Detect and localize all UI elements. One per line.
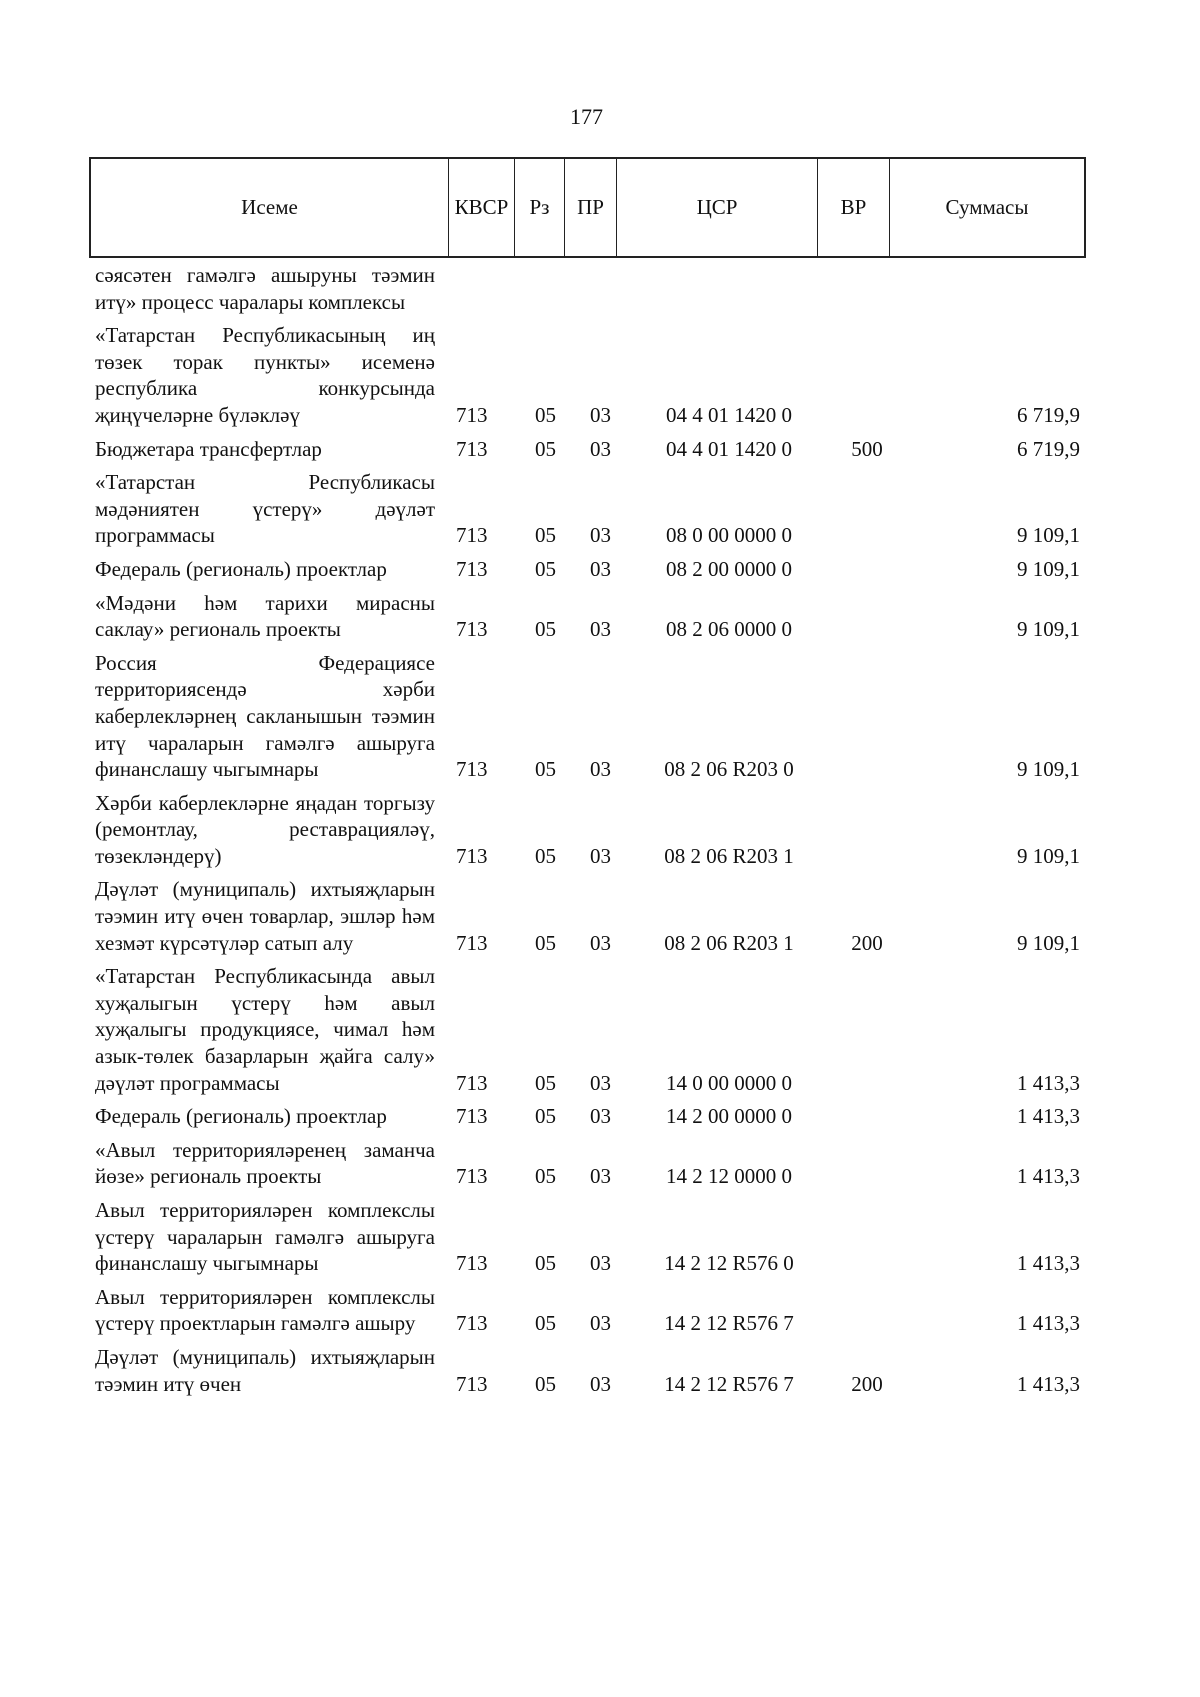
row-sum: 1 413,3 [1017,1311,1080,1336]
row-kvsr: 713 [456,1311,488,1336]
row-rz: 05 [535,1371,556,1396]
row-rz: 05 [535,757,556,782]
table-row [95,556,1080,583]
row-pr: 03 [590,1311,611,1336]
row-pr: 03 [590,930,611,955]
row-csr: 08 0 00 0000 0 [666,523,792,548]
row-rz: 05 [535,556,556,581]
row-name: сәясәтен гамәлгә ашыруны тәэмин итү» процесс чаралары комплексы [95,263,435,314]
header-name: Исеме [91,159,449,256]
header-vr: ВР [818,159,890,256]
row-pr: 03 [590,1164,611,1189]
row-pr: 03 [590,436,611,461]
table-row [95,590,1080,643]
row-name: Россия Федерациясе территориясендә хәрби каберлекләрнең сакланышын тәэмин итү чараларын гамәлгә ашыруга финанслашу чыгымнары [95,650,435,782]
table-row [95,262,1080,315]
row-name: «Авыл территорияләренең заманча йөзе» региональ проекты [95,1137,435,1189]
row-kvsr: 713 [456,617,488,642]
row-sum: 6 719,9 [1017,402,1080,427]
row-kvsr: 713 [456,436,488,461]
table-row [95,469,1080,549]
row-csr: 14 0 00 0000 0 [666,1070,792,1095]
table-row [95,436,1080,463]
row-name: Федераль (региональ) проектлар [95,556,387,581]
row-kvsr: 713 [456,1371,488,1396]
row-pr: 03 [590,1070,611,1095]
row-csr: 14 2 12 0000 0 [666,1164,792,1189]
row-name: Авыл территорияләрен комплекслы үстерү проектларын гамәлгә ашыру [95,1284,435,1336]
row-pr: 03 [590,843,611,868]
table-row [95,322,1080,428]
row-kvsr: 713 [456,757,488,782]
table-row [95,876,1080,956]
row-sum: 9 109,1 [1017,757,1080,782]
row-pr: 03 [590,1104,611,1129]
row-vr: 200 [851,1371,883,1396]
row-name: «Татарстан Республикасында авыл хуҗалыгын үстерү һәм авыл хуҗалыгы продукциясе, чимал һәм азык-төлек базарларын җайга салу» дәүләт программасы [95,964,435,1095]
row-name: «Татарстан Республикасы мәдәниятен үстерү» дәүләт программасы [95,470,435,548]
table-row [95,1137,1080,1190]
row-kvsr: 713 [456,1251,488,1276]
row-rz: 05 [535,402,556,427]
row-sum: 1 413,3 [1017,1251,1080,1276]
row-csr: 08 2 06 R203 0 [664,757,794,782]
row-kvsr: 713 [456,556,488,581]
row-csr: 08 2 06 R203 1 [664,843,794,868]
row-name: «Мәдәни һәм тарихи мирасны саклау» региональ проекты [95,590,435,642]
row-name: Бюджетара трансфертлар [95,436,322,461]
row-csr: 04 4 01 1420 0 [666,436,792,461]
row-rz: 05 [535,1164,556,1189]
row-kvsr: 713 [456,523,488,548]
row-name: Дәүләт (муниципаль) ихтыяҗларын тәэмин итү өчен [95,1344,435,1396]
row-name: Дәүләт (муниципаль) ихтыяҗларын тәэмин итү өчен товарлар, эшләр һәм хезмәт күрсәтүләр сатып алу [95,877,435,955]
row-sum: 1 413,3 [1017,1164,1080,1189]
row-sum: 9 109,1 [1017,617,1080,642]
row-rz: 05 [535,1251,556,1276]
row-csr: 14 2 00 0000 0 [666,1104,792,1129]
table-body [95,262,1080,1404]
row-sum: 1 413,3 [1017,1104,1080,1129]
row-rz: 05 [535,436,556,461]
header-kvsr: КВСР [449,159,515,256]
row-vr: 500 [851,436,883,461]
row-name: «Татарстан Республикасының иң төзек торак пункты» исеменә республика конкурсында җиңүчеләрне бүләкләү [95,323,435,427]
row-rz: 05 [535,843,556,868]
row-sum: 9 109,1 [1017,523,1080,548]
row-pr: 03 [590,556,611,581]
row-sum: 1 413,3 [1017,1070,1080,1095]
row-name: Федераль (региональ) проектлар [95,1104,387,1129]
row-rz: 05 [535,1104,556,1129]
table-row [95,1103,1080,1130]
row-kvsr: 713 [456,843,488,868]
row-sum: 9 109,1 [1017,556,1080,581]
header-csr: ЦСР [617,159,818,256]
table-row [95,963,1080,1096]
row-sum: 9 109,1 [1017,843,1080,868]
row-sum: 6 719,9 [1017,436,1080,461]
row-csr: 08 2 00 0000 0 [666,556,792,581]
row-sum: 9 109,1 [1017,930,1080,955]
row-rz: 05 [535,1311,556,1336]
row-sum: 1 413,3 [1017,1371,1080,1396]
row-pr: 03 [590,523,611,548]
header-pr: ПР [565,159,617,256]
row-kvsr: 713 [456,402,488,427]
row-csr: 08 2 06 R203 1 [664,930,794,955]
row-csr: 14 2 12 R576 0 [664,1251,794,1276]
row-kvsr: 713 [456,1070,488,1095]
row-pr: 03 [590,1371,611,1396]
row-rz: 05 [535,617,556,642]
row-kvsr: 713 [456,930,488,955]
row-csr: 14 2 12 R576 7 [664,1311,794,1336]
row-rz: 05 [535,930,556,955]
row-rz: 05 [535,1070,556,1095]
table-row [95,1284,1080,1337]
row-pr: 03 [590,1251,611,1276]
header-rz: Рз [515,159,565,256]
row-kvsr: 713 [456,1104,488,1129]
table-header [89,157,1086,258]
row-rz: 05 [535,523,556,548]
page-number: 177 [570,104,603,129]
row-csr: 04 4 01 1420 0 [666,402,792,427]
row-kvsr: 713 [456,1164,488,1189]
table-row [95,650,1080,783]
row-pr: 03 [590,402,611,427]
row-csr: 08 2 06 0000 0 [666,617,792,642]
header-sum: Суммасы [945,195,1029,219]
table-row [95,1197,1080,1277]
row-csr: 14 2 12 R576 7 [664,1371,794,1396]
table-row [95,1344,1080,1397]
row-pr: 03 [590,757,611,782]
row-vr: 200 [851,930,883,955]
row-name: Хәрби каберлекләрне яңадан торгызу (ремонтлау, реставрацияләү, төзекләндерү) [95,790,435,868]
row-name: Авыл территорияләрен комплекслы үстерү чараларын гамәлгә ашыруга финанслашу чыгымнары [95,1198,435,1276]
row-pr: 03 [590,617,611,642]
table-row [95,790,1080,870]
